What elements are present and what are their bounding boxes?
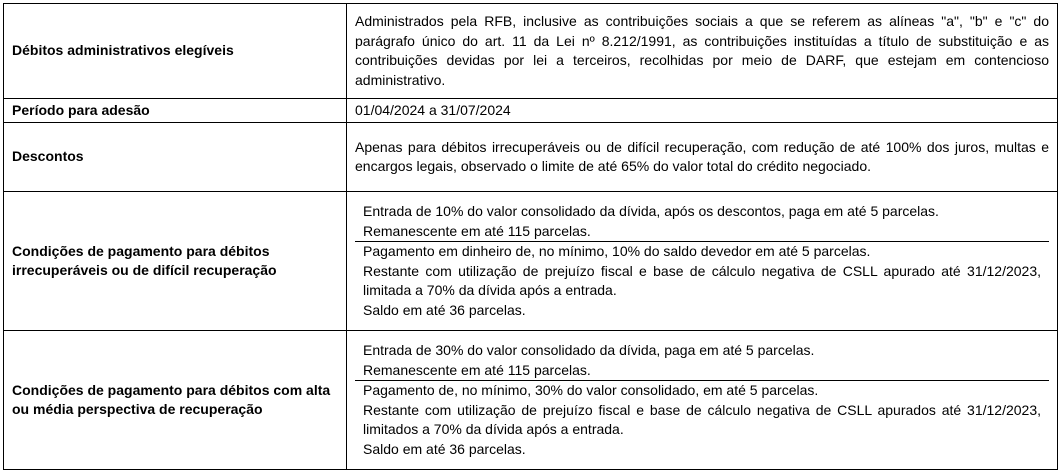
row-value-adhesion-period: 01/04/2024 a 31/07/2024 [347,99,1058,123]
row-value-discounts: Apenas para débitos irrecuperáveis ou de difícil recuperação, com redução de até 100% dos juros, multas e encargos legais, observado o limite de até 65% do valor total do crédito negociado. [347,123,1058,192]
condition-line: Remanescente em até 115 parcelas. [363,361,591,378]
row-value-payment-irrecoverable [347,192,1058,331]
condition-line: Pagamento em dinheiro de, no mínimo, 10% do saldo devedor em até 5 parcelas. [363,243,871,259]
table-row [4,99,1058,123]
condition-block-entry [355,341,1049,380]
condition-line: Restante com utilização de prejuízo fiscal e base de cálculo negativa de CSLL apurados até 31/12/2023, limitados a 70% da dívida após a entrada. [363,401,1041,437]
condition-line: Saldo em até 36 parcelas. [363,301,526,318]
row-label-payment-recoverable: Condições de pagamento para débitos com alta ou média perspectiva de recuperação [4,331,347,470]
condition-block-entry [355,202,1049,241]
table-row [4,123,1058,192]
table-row [4,192,1058,331]
condition-line: Remanescente em até 115 parcelas. [363,222,591,239]
table-row [4,331,1058,470]
table-row [4,4,1058,99]
condition-line: Entrada de 30% do valor consolidado da dívida, paga em até 5 parcelas. [363,342,815,358]
row-label-adhesion-period: Período para adesão [4,99,347,123]
condition-line: Restante com utilização de prejuízo fiscal e base de cálculo negativa de CSLL apurado até 31/12/2023, limitada a 70% da dívida após a entrada. [363,262,1041,298]
condition-line: Saldo em até 36 parcelas. [363,440,526,457]
row-label-eligible-debts: Débitos administrativos elegíveis [4,4,347,99]
row-label-payment-irrecoverable: Condições de pagamento para débitos irrecuperáveis ou de difícil recuperação [4,192,347,331]
condition-line: Entrada de 10% do valor consolidado da dívida, após os descontos, paga em até 5 parcelas. [363,203,939,219]
row-value-payment-recoverable [347,331,1058,470]
condition-block-cash-payment [355,380,1049,459]
row-label-discounts: Descontos [4,123,347,192]
row-value-eligible-debts: Administrados pela RFB, inclusive as contribuições sociais a que se referem as alíneas "a", "b" e "c" do parágrafo único do art. 11 da Lei nº 8.212/1991, as contribuições instituídas a título de substituição e as contribuições devidas por lei a terceiros, recolhidas por meio de DARF, que estejam em contencioso administrativo. [347,4,1058,99]
conditions-table [3,3,1058,470]
condition-block-cash-payment [355,241,1049,320]
condition-line: Pagamento de, no mínimo, 30% do valor consolidado, em até 5 parcelas. [363,382,819,398]
